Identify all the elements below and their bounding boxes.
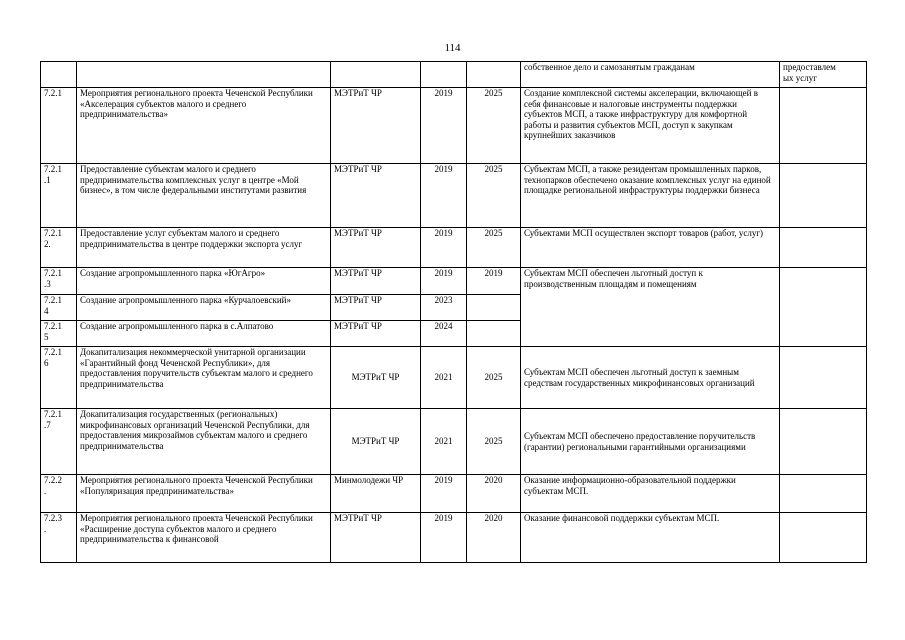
cell-indicator [780,347,867,409]
cell-result: Оказание информационно-образовательной поддержки субъектам МСП. [521,475,780,513]
cell-executor: МЭТРиТ ЧР [331,88,421,164]
cell-indicator [780,88,867,164]
cell-indicator [780,513,867,563]
cell-start-year: 2019 [421,164,467,228]
cell-name: Предоставление услуг субъектам малого и среднего предпринимательства в центре поддержки экспорта услуг [77,228,331,268]
table-row [41,475,867,513]
cell-end-year: 2025 [467,347,521,409]
cell-end-year [467,295,521,321]
cell-executor: МЭТРиТ ЧР [331,268,421,295]
cell-end-year: 2025 [467,164,521,228]
cell-executor: МЭТРиТ ЧР [331,409,421,475]
cell-start-year: 2019 [421,513,467,563]
cell-indicator: предоставлем ых услуг [780,62,867,88]
cell-result: Субъектам МСП обеспечен льготный доступ к производственным площадям и помещениям [521,268,780,347]
cell-end-year: 2025 [467,409,521,475]
cell-indicator [780,268,867,347]
table-row [41,228,867,268]
cell-start-year: 2019 [421,268,467,295]
table-row [41,513,867,563]
cell-start-year: 2019 [421,228,467,268]
cell-start-year: 2021 [421,409,467,475]
table-row [41,164,867,228]
cell-name: Докапитализация государственных (региональных) микрофинансовых организаций Чеченской Республики, для предоставления микрозаймов субъектам малого и среднего предпринимательства [77,409,331,475]
activities-table [40,61,867,563]
cell-num: 7.2.1 .3 [41,268,77,295]
cell-end-year [467,321,521,347]
cell-result: Создание комплексной системы акселерации, включающей в себя финансовые и налоговые инструменты поддержки субъектов МСП, а также инфраструктуру для комфортной работы и развития субъектов МСП, доступ к закупкам крупнейших заказчиков [521,88,780,164]
cell-name: Мероприятия регионального проекта Чеченской Республики «Популяризация предпринимательства» [77,475,331,513]
cell-num: 7.2.1 4 [41,295,77,321]
cell-start-year: 2024 [421,321,467,347]
cell-num: 7.2.3 . [41,513,77,563]
cell-result: Субъектам МСП, а также резидентам промышленных парков, технопарков обеспечено оказание комплексных услуг на единой площадке региональной инфраструктуры поддержки бизнеса [521,164,780,228]
cell-end-year: 2020 [467,475,521,513]
cell-name: Мероприятия регионального проекта Чеченской Республики «Акселерация субъектов малого и среднего предпринимательства» [77,88,331,164]
cell-indicator [780,228,867,268]
cell-num: 7.2.1 5 [41,321,77,347]
cell-num: 7.2.1 .7 [41,409,77,475]
cell-executor: МЭТРиТ ЧР [331,164,421,228]
cell-executor: МЭТРиТ ЧР [331,347,421,409]
cell-indicator [780,475,867,513]
cell-executor: МЭТРиТ ЧР [331,513,421,563]
cell-name [77,62,331,88]
cell-start-year: 2019 [421,88,467,164]
cell-name: Создание агропромышленного парка в с.Алпатово [77,321,331,347]
cell-start-year [421,62,467,88]
cell-start-year: 2019 [421,475,467,513]
cell-name: Создание агропромышленного парка «Курчалоевский» [77,295,331,321]
cell-start-year: 2023 [421,295,467,321]
cell-start-year: 2021 [421,347,467,409]
page-number: 114 [444,42,461,54]
cell-indicator [780,409,867,475]
table-row [41,347,867,409]
cell-num: 7.2.1 6 [41,347,77,409]
cell-executor [331,62,421,88]
cell-end-year: 2025 [467,228,521,268]
cell-result: собственное дело и самозанятым гражданам [521,62,780,88]
cell-result: Субъектам МСП обеспечено предоставление поручительств (гарантии) региональными гарантийными организациями [521,409,780,475]
cell-executor: МЭТРиТ ЧР [331,295,421,321]
cell-result: Субъектами МСП осуществлен экспорт товаров (работ, услуг) [521,228,780,268]
cell-num: 7.2.1 .1 [41,164,77,228]
cell-indicator [780,164,867,228]
cell-name: Предоставление субъектам малого и среднего предпринимательства комплексных услуг в центре «Мой бизнес», в том числе федеральными институтами развития [77,164,331,228]
table-row [41,409,867,475]
cell-end-year: 2025 [467,88,521,164]
cell-end-year: 2020 [467,513,521,563]
table-row [41,88,867,164]
cell-num: 7.2.1 2. [41,228,77,268]
cell-end-year: 2019 [467,268,521,295]
table-row [41,268,867,295]
cell-name: Создание агропромышленного парка «ЮгАгро» [77,268,331,295]
cell-executor: МЭТРиТ ЧР [331,321,421,347]
cell-num [41,62,77,88]
cell-result: Оказание финансовой поддержки субъектам МСП. [521,513,780,563]
cell-num: 7.2.2 . [41,475,77,513]
cell-num: 7.2.1 [41,88,77,164]
cell-executor: Минмолодежи ЧР [331,475,421,513]
cell-result: Субъектам МСП обеспечен льготный доступ к заемным средствам государственных микрофинансовых организаций [521,347,780,409]
cell-name: Докапитализация некоммерческой унитарной организации «Гарантийный фонд Чеченской Республики», для предоставления поручительств субъектам малого и среднего предпринимательства [77,347,331,409]
table-row [41,62,867,88]
cell-executor: МЭТРиТ ЧР [331,228,421,268]
cell-end-year [467,62,521,88]
cell-name: Мероприятия регионального проекта Чеченской Республики «Расширение доступа субъектов малого и среднего предпринимательства к финансовой [77,513,331,563]
